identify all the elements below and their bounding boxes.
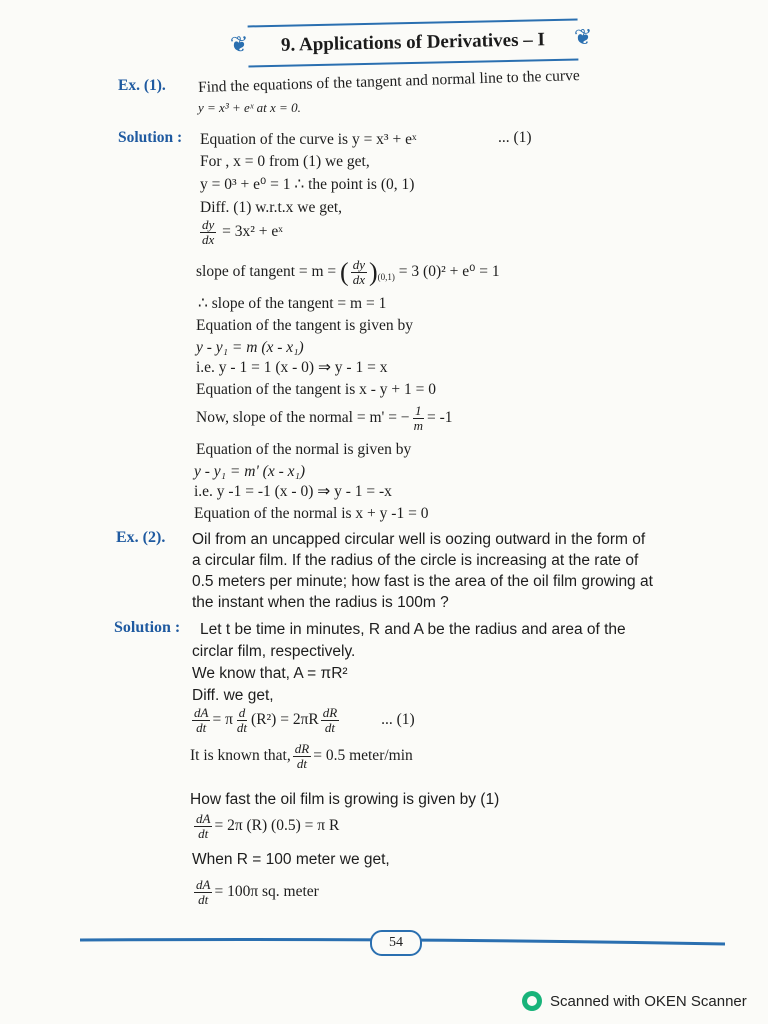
chapter-title-banner: [229, 19, 593, 68]
ornament-left-icon: ❦: [229, 32, 249, 58]
sol1-line12: Now, slope of the normal = m' = − $\frac{1}{m}$ = -1: [196, 403, 453, 433]
sol2-line1: Let t be time in minutes, R and A be the radius and area of the: [200, 621, 626, 638]
ex1-question-line1: Find the equations of the tangent and normal line to the curve: [197, 67, 580, 96]
ornament-right-icon: ❦: [573, 25, 593, 51]
sol2-line9: When R = 100 meter we get,: [192, 851, 390, 868]
ex2-question-line2: a circular film. If the radius of the circle is increasing at the rate of: [192, 552, 639, 569]
sol2-label: Solution :: [114, 619, 181, 636]
ex2-question-line4: the instant when the radius is 100m ?: [192, 594, 449, 611]
sol1-eqref: ... (1): [498, 129, 532, 146]
sol1-line3: y = 0³ + e⁰ = 1 ∴ the point is (0, 1): [200, 176, 415, 193]
sol1-line2: For , x = 0 from (1) we get,: [200, 153, 370, 170]
sol2-line2: circlar film, respectively.: [192, 643, 356, 660]
sol2-line10: $\frac{dA}{dt}$ = 100π sq. meter: [196, 877, 319, 907]
sol1-label: Solution :: [118, 129, 183, 146]
sol1-line6: slope of tangent = m = ( $\frac{dy}{dx}$ )$_{(0,1)} = 3$ (0)² + e⁰ = 1: [196, 257, 500, 287]
sol1-line15: i.e. y -1 = -1 (x - 0) ⇒ y - 1 = -x: [194, 483, 392, 500]
ex1-question-line2: y = x³ + eˣ at x = 0.: [198, 100, 301, 115]
sol1-line5: $\frac{dy}{dx}$ = 3x² + eˣ: [202, 217, 283, 247]
sol2-line6: It is known that, $\frac{dR}{dt}$ = 0.5 meter/min: [190, 741, 413, 771]
sol1-line14: y - y₁ = m' (x - x₁): [194, 463, 306, 480]
scanner-watermark: [522, 990, 747, 1012]
sol1-line1: Equation of the curve is y = x³ + eˣ: [200, 131, 417, 148]
ex2-question-line3: 0.5 meters per minute; how fast is the area of the oil film growing at: [192, 573, 653, 590]
chapter-title: 9. Applications of Derivatives – I: [280, 29, 546, 56]
ex2-label: Ex. (2).: [116, 529, 166, 546]
sol2-line4: Diff. we get,: [192, 687, 274, 704]
sol1-line11: Equation of the tangent is x - y + 1 = 0: [196, 381, 437, 398]
sol2-line7: How fast the oil film is growing is given by (1): [190, 791, 500, 808]
sol1-line4: Diff. (1) w.r.t.x we get,: [200, 199, 343, 216]
ex1-label: Ex. (1).: [118, 77, 166, 94]
scanner-text: Scanned with OKEN Scanner: [550, 992, 747, 1010]
sol2-line5: $\frac{dA}{dt}$ = π $\frac{d}{dt}$ (R²) = 2πR $\frac{dR}{dt}$ ... (1): [194, 705, 415, 735]
page-number: 54: [370, 930, 422, 956]
sol1-line8: Equation of the tangent is given by: [196, 317, 413, 334]
sol2-line8: $\frac{dA}{dt}$ = 2π (R) (0.5) = π R: [196, 811, 340, 841]
sol1-line10: i.e. y - 1 = 1 (x - 0) ⇒ y - 1 = x: [196, 359, 388, 376]
sol1-line16: Equation of the normal is x + y -1 = 0: [194, 505, 429, 522]
sol2-line3: We know that, A = πR²: [192, 665, 348, 682]
sol1-line7: ∴ slope of the tangent = m = 1: [198, 295, 387, 312]
ex2-question-line1: Oil from an uncapped circular well is oozing outward in the form of: [192, 531, 646, 548]
sol1-line9: y - y₁ = m (x - x₁): [196, 339, 304, 356]
sol1-line13: Equation of the normal is given by: [196, 441, 412, 458]
oken-logo-icon: [522, 991, 542, 1011]
dy-dx-fraction: $\frac{dy}{dx}$: [202, 217, 215, 247]
